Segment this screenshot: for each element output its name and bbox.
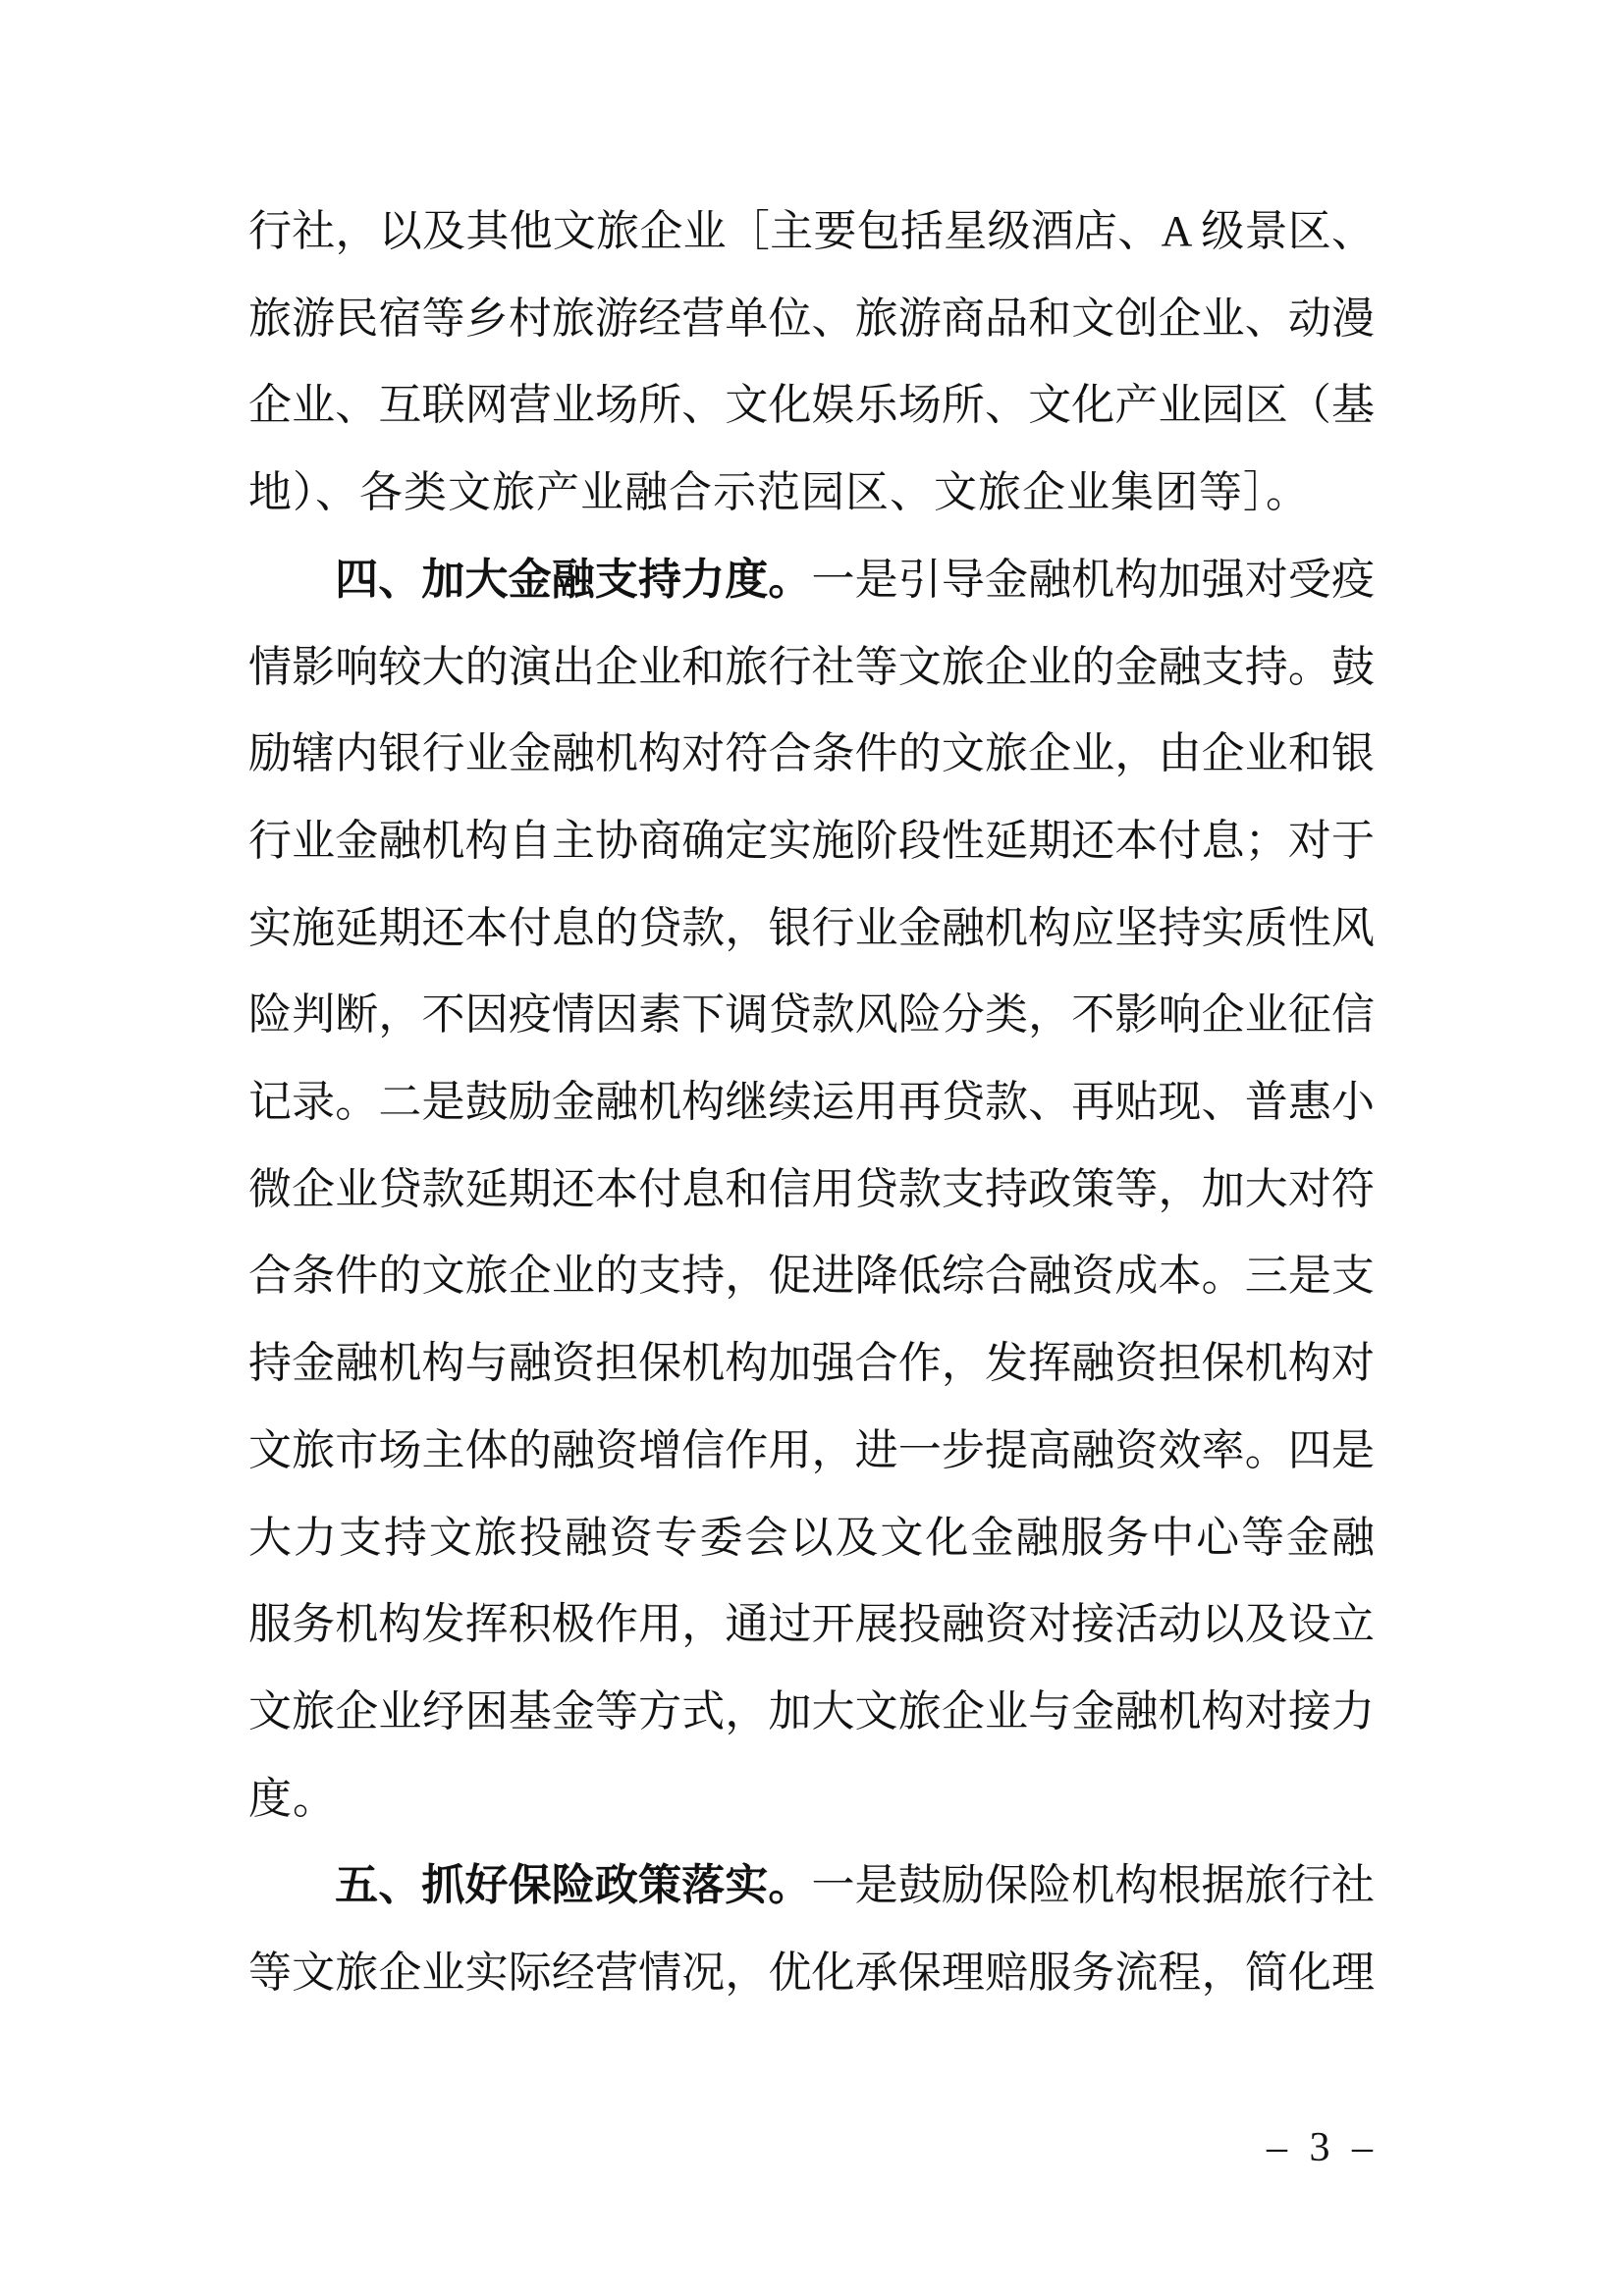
body-line: 记录。二是鼓励金融机构继续运用再贷款、再贴现、普惠小 xyxy=(248,1078,1375,1127)
body-line: 行业金融机构自主协商确定实施阶段性延期还本付息；对于 xyxy=(248,816,1375,865)
body-line-paragraph-end: 度。 xyxy=(248,1774,337,1823)
body-line-paragraph-end: 地）、各类文旅产业融合示范园区、文旅企业集团等］。 xyxy=(248,468,1310,517)
body-line: 情影响较大的演出企业和旅行社等文旅企业的金融支持。鼓 xyxy=(248,642,1375,691)
paragraph-indent xyxy=(248,593,335,594)
body-line-section-start xyxy=(248,537,1375,624)
page-number: – 3 – xyxy=(1267,2125,1379,2170)
body-line: 大力支持文旅投融资专委会以及文化金融服务中心等金融 xyxy=(248,1513,1375,1562)
body-line: 合条件的文旅企业的支持，促进降低综合融资成本。三是支 xyxy=(248,1252,1375,1301)
body-line: 持金融机构与融资担保机构加强合作，发挥融资担保机构对 xyxy=(248,1339,1375,1388)
body-line: 微企业贷款延期还本付息和信用贷款支持政策等，加大对符 xyxy=(248,1164,1375,1213)
section-heading-5: 五、抓好保险政策落实。 xyxy=(335,1861,812,1910)
body-line: 等文旅企业实际经营情况，优化承保理赔服务流程，简化理 xyxy=(248,1949,1375,1998)
body-line: 行社，以及其他文旅企业［主要包括星级酒店、A 级景区、 xyxy=(248,207,1375,255)
section-heading-4: 四、加大金融支持力度。 xyxy=(335,555,812,604)
body-line-section-start xyxy=(248,1842,1375,1930)
body-line: 实施延期还本付息的贷款，银行业金融机构应坚持实质性风 xyxy=(248,903,1375,952)
body-line: 旅游民宿等乡村旅游经营单位、旅游商品和文创企业、动漫 xyxy=(248,294,1375,343)
section-heading-4-rest: 一是引导金融机构加强对受疫 xyxy=(811,555,1375,604)
body-line: 文旅企业纾困基金等方式，加大文旅企业与金融机构对接力 xyxy=(248,1686,1375,1735)
document-body xyxy=(248,188,1375,2017)
body-line: 险判断，不因疫情因素下调贷款风险分类，不影响企业征信 xyxy=(248,990,1375,1040)
body-line: 文旅市场主体的融资增信作用，进一步提高融资效率。四是 xyxy=(248,1425,1375,1474)
body-line: 励辖内银行业金融机构对符合条件的文旅企业，由企业和银 xyxy=(248,729,1375,778)
paragraph-indent xyxy=(248,1898,335,1899)
body-line: 服务机构发挥积极作用，通过开展投融资对接活动以及设立 xyxy=(248,1600,1375,1649)
section-heading-5-rest: 一是鼓励保险机构根据旅行社 xyxy=(811,1861,1375,1910)
body-line: 企业、互联网营业场所、文化娱乐场所、文化产业园区（基 xyxy=(248,381,1375,430)
